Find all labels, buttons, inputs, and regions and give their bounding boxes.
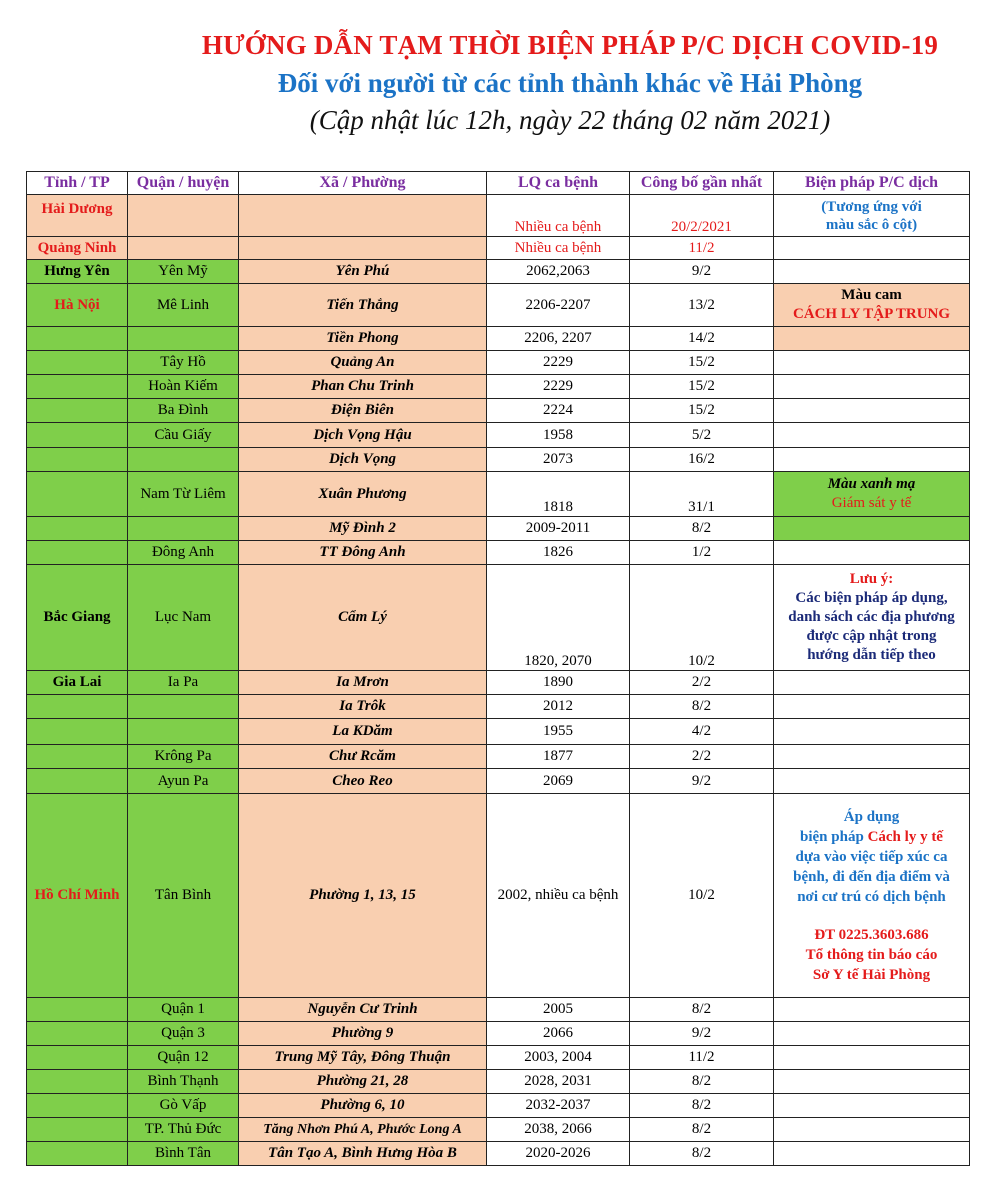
cell-district: Bình Tân bbox=[128, 1142, 239, 1166]
cell-cases: 2005 bbox=[487, 998, 630, 1022]
cell-cases: 2206, 2207 bbox=[487, 327, 630, 351]
cell-date: 15/2 bbox=[630, 351, 774, 375]
cell-ward: Mỹ Đình 2 bbox=[239, 517, 487, 541]
cell-date: 9/2 bbox=[630, 260, 774, 284]
cell-date: 9/2 bbox=[630, 1022, 774, 1046]
cell-ward: Dịch Vọng bbox=[239, 448, 487, 472]
cell-measure-empty bbox=[774, 399, 970, 423]
cell-district: Ba Đình bbox=[128, 399, 239, 423]
cell-date: 15/2 bbox=[630, 399, 774, 423]
cell-ward: Phường 1, 13, 15 bbox=[239, 794, 487, 998]
measure-hcm bbox=[774, 794, 970, 998]
cell-ward: Chư Rcăm bbox=[239, 745, 487, 769]
cell-measure-empty bbox=[774, 541, 970, 565]
cell-date: 10/2 bbox=[630, 794, 774, 998]
table-row bbox=[27, 448, 970, 472]
cell-district bbox=[128, 327, 239, 351]
cell-cases: 2009-2011 bbox=[487, 517, 630, 541]
cell-date: 8/2 bbox=[630, 1142, 774, 1166]
orange-action: CÁCH LY TẬP TRUNG bbox=[792, 306, 951, 322]
cell-district: Krông Pa bbox=[128, 745, 239, 769]
cell-cases: 1818 bbox=[487, 472, 630, 517]
cell-measure-empty bbox=[774, 1046, 970, 1070]
hcm-line-highlight: Cách ly y tế bbox=[867, 828, 943, 845]
cell-cases: 1826 bbox=[487, 541, 630, 565]
cell-measure-empty bbox=[774, 423, 970, 448]
cell-province: Hưng Yên bbox=[27, 260, 128, 284]
page-title: HƯỚNG DẪN TẠM THỜI BIỆN PHÁP P/C DỊCH COVID-19 bbox=[201, 30, 939, 60]
cell-date: 31/1 bbox=[630, 472, 774, 517]
hcm-report: Tổ thông tin báo cáo bbox=[805, 946, 938, 963]
cell-date: 11/2 bbox=[630, 1046, 774, 1070]
table-row bbox=[27, 327, 970, 351]
hcm-report: Sở Y tế Hải Phòng bbox=[812, 966, 931, 983]
cell-province bbox=[27, 769, 128, 794]
cell-ward: Tiền Phong bbox=[239, 327, 487, 351]
cell-district bbox=[128, 517, 239, 541]
cell-measure-empty bbox=[774, 671, 970, 695]
cell-date: 1/2 bbox=[630, 541, 774, 565]
cell-district: Bình Thạnh bbox=[128, 1070, 239, 1094]
cell-province bbox=[27, 423, 128, 448]
table-row bbox=[27, 998, 970, 1022]
cell-date: 10/2 bbox=[630, 565, 774, 671]
table-row bbox=[27, 284, 970, 327]
cell-province bbox=[27, 1022, 128, 1046]
cell-province bbox=[27, 327, 128, 351]
cell-cases: 1955 bbox=[487, 719, 630, 745]
cell-district: Đông Anh bbox=[128, 541, 239, 565]
hcm-line: nơi cư trú có dịch bệnh bbox=[797, 888, 946, 905]
cell-date: 9/2 bbox=[630, 769, 774, 794]
cell-cases: 2028, 2031 bbox=[487, 1070, 630, 1094]
cell-date: 2/2 bbox=[630, 745, 774, 769]
cell-ward: Điện Biên bbox=[239, 399, 487, 423]
cell-cases: 2066 bbox=[487, 1022, 630, 1046]
cell-province bbox=[27, 1142, 128, 1166]
cell-cases: 2229 bbox=[487, 375, 630, 399]
cell-district: Cầu Giấy bbox=[128, 423, 239, 448]
cell-cases: 2224 bbox=[487, 399, 630, 423]
cell-date: 8/2 bbox=[630, 1118, 774, 1142]
cell-district bbox=[128, 237, 239, 260]
header-ward: Xã / Phường bbox=[239, 172, 487, 195]
cell-ward bbox=[239, 237, 487, 260]
table-row bbox=[27, 695, 970, 719]
note-line: hướng dẫn tiếp theo bbox=[807, 647, 936, 663]
table-row bbox=[27, 1118, 970, 1142]
cell-measure-empty bbox=[774, 719, 970, 745]
cell-measure-empty bbox=[774, 351, 970, 375]
cell-cases: 2032-2037 bbox=[487, 1094, 630, 1118]
cell-cases: 2206-2207 bbox=[487, 284, 630, 327]
cell-province bbox=[27, 448, 128, 472]
update-time: (Cập nhật lúc 12h, ngày 22 tháng 02 năm 2021) bbox=[309, 105, 831, 135]
cell-province: Hải Dương bbox=[27, 195, 128, 237]
cell-cases: 1890 bbox=[487, 671, 630, 695]
cell-district: Ia Pa bbox=[128, 671, 239, 695]
cell-province bbox=[27, 375, 128, 399]
cell-measure-empty bbox=[774, 1094, 970, 1118]
table-header-row bbox=[27, 172, 970, 195]
cell-ward: Phan Chu Trinh bbox=[239, 375, 487, 399]
spacer bbox=[776, 907, 967, 925]
cell-district: Quận 1 bbox=[128, 998, 239, 1022]
table-row bbox=[27, 541, 970, 565]
cell-date: 4/2 bbox=[630, 719, 774, 745]
cell-date: 8/2 bbox=[630, 695, 774, 719]
cell-district: Tây Hồ bbox=[128, 351, 239, 375]
cell-province bbox=[27, 399, 128, 423]
table-row bbox=[27, 351, 970, 375]
header-cases: LQ ca bệnh bbox=[487, 172, 630, 195]
cell-date: 15/2 bbox=[630, 375, 774, 399]
cell-ward: Phường 9 bbox=[239, 1022, 487, 1046]
cell-cases: 2038, 2066 bbox=[487, 1118, 630, 1142]
measure-note bbox=[774, 565, 970, 671]
legend-line: màu sắc ô cột) bbox=[825, 216, 918, 233]
cell-district: Quận 12 bbox=[128, 1046, 239, 1070]
table-row bbox=[27, 399, 970, 423]
cell-measure-empty bbox=[774, 695, 970, 719]
covid-measures-table bbox=[26, 171, 970, 1166]
cell-date: 14/2 bbox=[630, 327, 774, 351]
cell-date: 20/2/2021 bbox=[630, 195, 774, 237]
note-line: được cập nhật trong bbox=[806, 628, 937, 644]
note-line: Các biện pháp áp dụng, bbox=[795, 590, 948, 606]
table-row bbox=[27, 1094, 970, 1118]
hcm-line: dựa vào việc tiếp xúc ca bbox=[795, 848, 948, 865]
cell-ward: Xuân Phương bbox=[239, 472, 487, 517]
cell-ward: Ia Trôk bbox=[239, 695, 487, 719]
measure-green bbox=[774, 472, 970, 517]
cell-date: 16/2 bbox=[630, 448, 774, 472]
cell-ward: Trung Mỹ Tây, Đông Thuận bbox=[239, 1046, 487, 1070]
cell-province: Hà Nội bbox=[27, 284, 128, 327]
cell-ward: Dịch Vọng Hậu bbox=[239, 423, 487, 448]
table-row bbox=[27, 1022, 970, 1046]
green-title: Màu xanh mạ bbox=[827, 476, 916, 492]
cell-cases: Nhiều ca bệnh bbox=[487, 237, 630, 260]
cell-province bbox=[27, 998, 128, 1022]
cell-province bbox=[27, 1094, 128, 1118]
cell-measure-empty bbox=[774, 769, 970, 794]
hcm-line: bệnh, đi đến địa điểm và bbox=[793, 868, 950, 885]
table-row bbox=[27, 1046, 970, 1070]
cell-cases: 2062,2063 bbox=[487, 260, 630, 284]
cell-date: 13/2 bbox=[630, 284, 774, 327]
cell-ward: TT Đông Anh bbox=[239, 541, 487, 565]
cell-date: 5/2 bbox=[630, 423, 774, 448]
cell-measure-empty bbox=[774, 745, 970, 769]
header-province: Tỉnh / TP bbox=[27, 172, 128, 195]
cell-measure-empty bbox=[774, 998, 970, 1022]
cell-date: 8/2 bbox=[630, 1094, 774, 1118]
table-row bbox=[27, 472, 970, 517]
cell-cases: 2003, 2004 bbox=[487, 1046, 630, 1070]
cell-cases: 1877 bbox=[487, 745, 630, 769]
cell-province bbox=[27, 719, 128, 745]
header-measures: Biện pháp P/C dịch bbox=[774, 172, 970, 195]
cell-district: Yên Mỹ bbox=[128, 260, 239, 284]
cell-district: Mê Linh bbox=[128, 284, 239, 327]
cell-measure-empty bbox=[774, 260, 970, 284]
cell-measure-empty bbox=[774, 1070, 970, 1094]
cell-province: Gia Lai bbox=[27, 671, 128, 695]
table-row bbox=[27, 1070, 970, 1094]
cell-ward: Tăng Nhơn Phú A, Phước Long A bbox=[239, 1118, 487, 1142]
cell-district bbox=[128, 195, 239, 237]
table-row bbox=[27, 565, 970, 671]
cell-date: 2/2 bbox=[630, 671, 774, 695]
table-row bbox=[27, 517, 970, 541]
note-title: Lưu ý: bbox=[849, 571, 894, 587]
cell-province bbox=[27, 517, 128, 541]
table-row bbox=[27, 260, 970, 284]
cell-province bbox=[27, 745, 128, 769]
cell-measure-empty bbox=[774, 375, 970, 399]
cell-province bbox=[27, 472, 128, 517]
cell-measure-empty bbox=[774, 1142, 970, 1166]
orange-title: Màu cam bbox=[841, 287, 902, 303]
cell-ward: Tiến Thắng bbox=[239, 284, 487, 327]
cell-ward: Quảng An bbox=[239, 351, 487, 375]
cell-cases: 2073 bbox=[487, 448, 630, 472]
cell-cases: 2229 bbox=[487, 351, 630, 375]
table-row bbox=[27, 745, 970, 769]
cell-measure-empty bbox=[774, 237, 970, 260]
cell-ward: Ia Mrơn bbox=[239, 671, 487, 695]
cell-cases: 1820, 2070 bbox=[487, 565, 630, 671]
cell-measure-orange bbox=[774, 327, 970, 351]
cell-cases: Nhiều ca bệnh bbox=[487, 195, 630, 237]
table-row bbox=[27, 794, 970, 998]
cell-cases: 2012 bbox=[487, 695, 630, 719]
cell-ward: Nguyễn Cư Trinh bbox=[239, 998, 487, 1022]
header-date: Công bố gần nhất bbox=[630, 172, 774, 195]
note-line: danh sách các địa phương bbox=[788, 609, 955, 625]
measure-orange bbox=[774, 284, 970, 327]
cell-measure-empty bbox=[774, 1022, 970, 1046]
cell-ward: Yên Phú bbox=[239, 260, 487, 284]
cell-date: 11/2 bbox=[630, 237, 774, 260]
cell-ward: Phường 6, 10 bbox=[239, 1094, 487, 1118]
cell-province: Bắc Giang bbox=[27, 565, 128, 671]
table-row bbox=[27, 195, 970, 237]
cell-date: 8/2 bbox=[630, 1070, 774, 1094]
hcm-line: biện pháp bbox=[800, 828, 864, 845]
table-row bbox=[27, 375, 970, 399]
table-row bbox=[27, 671, 970, 695]
cell-district: Lục Nam bbox=[128, 565, 239, 671]
cell-date: 8/2 bbox=[630, 517, 774, 541]
cell-measure-empty bbox=[774, 1118, 970, 1142]
header-district: Quận / huyện bbox=[128, 172, 239, 195]
cell-district: TP. Thủ Đức bbox=[128, 1118, 239, 1142]
table-row bbox=[27, 237, 970, 260]
legend-line: (Tương ứng với bbox=[821, 198, 922, 215]
cell-cases: 2020-2026 bbox=[487, 1142, 630, 1166]
cell-province bbox=[27, 541, 128, 565]
cell-province: Quảng Ninh bbox=[27, 237, 128, 260]
cell-date: 8/2 bbox=[630, 998, 774, 1022]
cell-cases: 1958 bbox=[487, 423, 630, 448]
cell-cases: 2002, nhiều ca bệnh bbox=[487, 794, 630, 998]
cell-district bbox=[128, 719, 239, 745]
cell-measure-empty bbox=[774, 448, 970, 472]
cell-cases: 2069 bbox=[487, 769, 630, 794]
cell-ward bbox=[239, 195, 487, 237]
table-row bbox=[27, 769, 970, 794]
cell-district bbox=[128, 695, 239, 719]
cell-province bbox=[27, 1070, 128, 1094]
cell-ward: La KDăm bbox=[239, 719, 487, 745]
page-subtitle: Đối với người từ các tỉnh thành khác về Hải Phòng bbox=[277, 68, 863, 98]
cell-province bbox=[27, 1118, 128, 1142]
cell-measure-green bbox=[774, 517, 970, 541]
green-action: Giám sát y tế bbox=[831, 495, 912, 511]
hcm-phone: ĐT 0225.3603.686 bbox=[814, 926, 929, 943]
cell-ward: Tân Tạo A, Bình Hưng Hòa B bbox=[239, 1142, 487, 1166]
cell-ward: Phường 21, 28 bbox=[239, 1070, 487, 1094]
cell-district: Ayun Pa bbox=[128, 769, 239, 794]
measure-legend bbox=[774, 195, 970, 237]
cell-district: Nam Từ Liêm bbox=[128, 472, 239, 517]
table-row bbox=[27, 423, 970, 448]
cell-district: Quận 3 bbox=[128, 1022, 239, 1046]
table-row bbox=[27, 719, 970, 745]
cell-province bbox=[27, 351, 128, 375]
hcm-line: Áp dụng bbox=[843, 808, 900, 825]
cell-province bbox=[27, 1046, 128, 1070]
cell-province: Hồ Chí Minh bbox=[27, 794, 128, 998]
hcm-line-measure bbox=[776, 827, 967, 847]
cell-ward: Cẩm Lý bbox=[239, 565, 487, 671]
table-row bbox=[27, 1142, 970, 1166]
cell-district: Tân Bình bbox=[128, 794, 239, 998]
cell-district: Gò Vấp bbox=[128, 1094, 239, 1118]
cell-ward: Cheo Reo bbox=[239, 769, 487, 794]
cell-province bbox=[27, 695, 128, 719]
cell-district bbox=[128, 448, 239, 472]
cell-district: Hoàn Kiếm bbox=[128, 375, 239, 399]
